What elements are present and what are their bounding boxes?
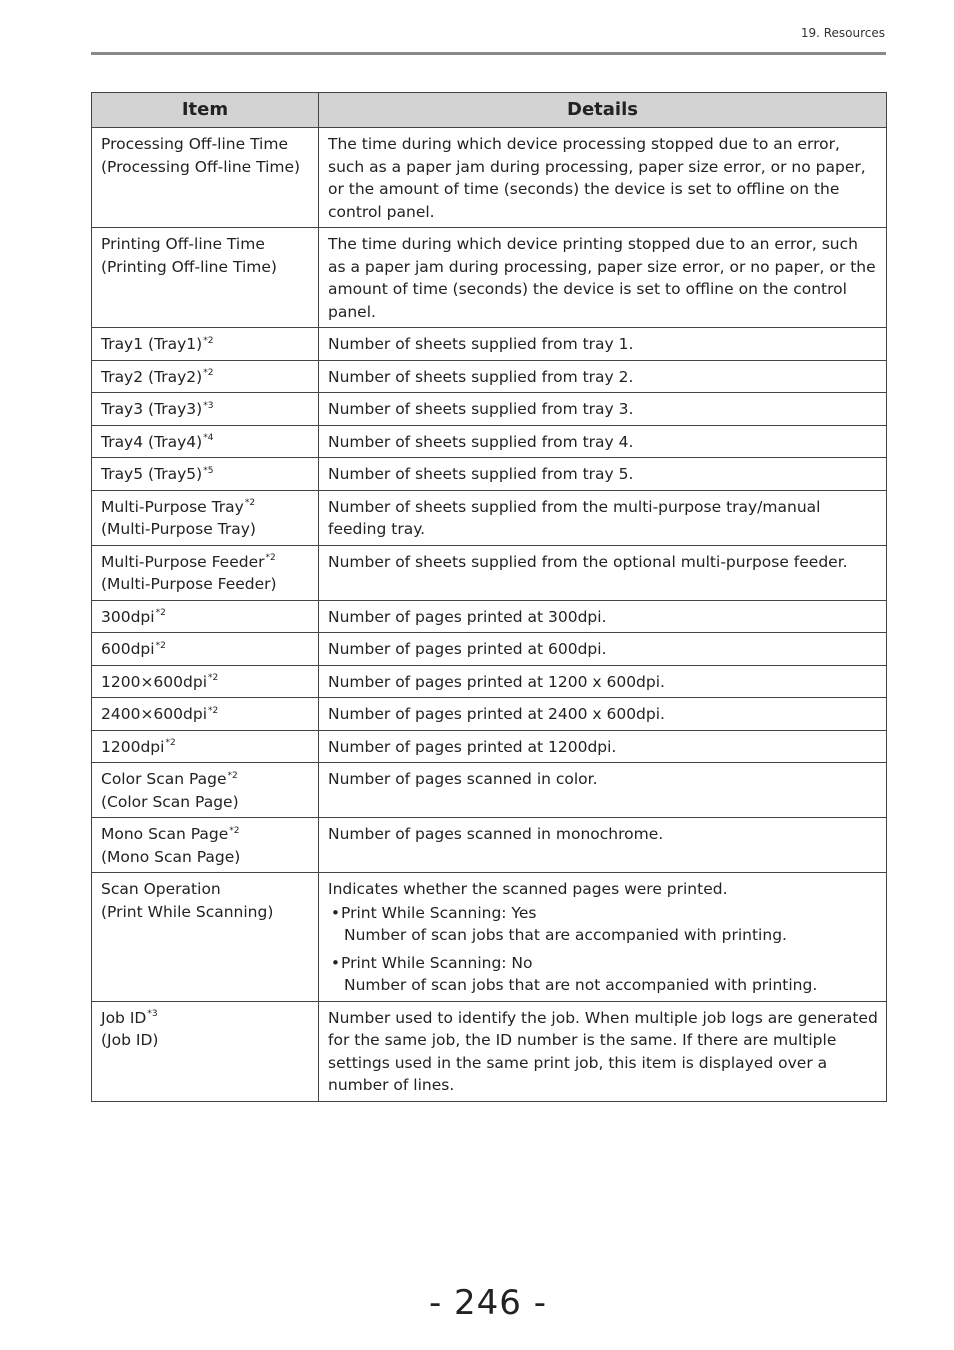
footnote-marker: *2 bbox=[244, 498, 256, 509]
bullet-description: Number of scan jobs that are accompanied with printing. bbox=[344, 926, 787, 944]
table-row bbox=[92, 360, 887, 393]
item-cell bbox=[92, 360, 319, 393]
item-cell bbox=[92, 873, 319, 1002]
footnote-marker: *2 bbox=[265, 553, 276, 564]
footnote-marker: *2 bbox=[203, 335, 214, 346]
details-cell: Number of sheets supplied from tray 3. bbox=[319, 393, 887, 426]
bullet-item bbox=[328, 952, 880, 975]
table-row bbox=[92, 698, 887, 731]
item-cell bbox=[92, 425, 319, 458]
bullet-dot-icon: • bbox=[330, 903, 341, 922]
item-label: Color Scan Page bbox=[101, 770, 227, 788]
table-row bbox=[92, 393, 887, 426]
item-cell bbox=[92, 1001, 319, 1101]
details-cell: The time during which device printing stopped due to an error, such as a paper jam during processing, paper size error, or no paper, or the amount of time (seconds) the device is set to offline on the control panel. bbox=[319, 228, 887, 328]
item-cell bbox=[92, 633, 319, 666]
item-sublabel: (Mono Scan Page) bbox=[101, 847, 241, 866]
item-label: 1200×600dpi bbox=[101, 672, 208, 691]
details-cell: Number of pages printed at 1200 x 600dpi. bbox=[319, 665, 887, 698]
item-cell bbox=[92, 665, 319, 698]
details-cell: Number of sheets supplied from the multi-purpose tray/manual feeding tray. bbox=[319, 490, 887, 545]
details-cell: The time during which device processing stopped due to an error, such as a paper jam during processing, paper size error, or no paper, or the amount of time (seconds) the device is set to offline on the control panel. bbox=[319, 128, 887, 228]
item-label: Mono Scan Page bbox=[101, 825, 229, 843]
footnote-marker: *2 bbox=[155, 608, 166, 619]
table-row bbox=[92, 545, 887, 600]
item-sublabel: (Job ID) bbox=[101, 1031, 159, 1049]
item-label: Tray3 (Tray3) bbox=[101, 400, 203, 418]
item-cell bbox=[92, 818, 319, 873]
table-header-row bbox=[92, 93, 887, 128]
resources-table bbox=[91, 92, 887, 1102]
footnote-marker: *3 bbox=[147, 1009, 158, 1020]
details-cell: Number of pages printed at 600dpi. bbox=[319, 633, 887, 666]
item-cell bbox=[92, 600, 319, 633]
footnote-marker: *4 bbox=[203, 433, 214, 444]
item-label: 1200dpi bbox=[101, 737, 165, 756]
item-label: Scan Operation bbox=[101, 880, 221, 898]
bullet-description: Number of scan jobs that are not accompanied with printing. bbox=[344, 976, 818, 994]
item-sublabel: (Multi-Purpose Feeder) bbox=[101, 575, 277, 593]
footnote-marker: *2 bbox=[227, 770, 238, 781]
item-label: Tray1 (Tray1) bbox=[101, 335, 203, 353]
section-header-label: 19. Resources bbox=[800, 26, 885, 40]
details-cell: Number of pages scanned in monochrome. bbox=[319, 818, 887, 873]
table-row bbox=[92, 633, 887, 666]
item-cell bbox=[92, 490, 319, 545]
bullet-label: Print While Scanning: Yes bbox=[341, 903, 537, 922]
details-cell: Number of sheets supplied from tray 4. bbox=[319, 425, 887, 458]
bullet-dot-icon: • bbox=[330, 953, 341, 972]
item-label: 600dpi bbox=[101, 640, 155, 658]
item-cell bbox=[92, 763, 319, 818]
item-label: Tray2 (Tray2) bbox=[101, 367, 203, 386]
item-label: Printing Off-line Time (Printing Off-line Time) bbox=[101, 235, 277, 276]
item-label: Job ID bbox=[101, 1008, 147, 1027]
table-row bbox=[92, 128, 887, 228]
table-row bbox=[92, 873, 887, 1002]
table-row bbox=[92, 763, 887, 818]
table-row bbox=[92, 228, 887, 328]
details-cell: Number used to identify the job. When multiple job logs are generated for the same job, the ID number is the same. If there are multiple settings used in the same print job, this item is displayed over a number of lines. bbox=[319, 1001, 887, 1101]
details-cell: Number of sheets supplied from tray 2. bbox=[319, 360, 887, 393]
item-cell bbox=[92, 730, 319, 763]
footnote-marker: *2 bbox=[208, 705, 219, 716]
table-row bbox=[92, 818, 887, 873]
details-cell: Number of sheets supplied from tray 1. bbox=[319, 328, 887, 361]
item-label: Multi-Purpose Tray bbox=[101, 497, 244, 516]
details-cell: Number of pages printed at 300dpi. bbox=[319, 600, 887, 633]
item-cell bbox=[92, 228, 319, 328]
item-cell bbox=[92, 458, 319, 491]
table-row bbox=[92, 730, 887, 763]
item-cell bbox=[92, 393, 319, 426]
table-row bbox=[92, 1001, 887, 1101]
header-divider bbox=[91, 52, 886, 55]
details-cell: Number of sheets supplied from the optional multi-purpose feeder. bbox=[319, 545, 887, 600]
table-row bbox=[92, 665, 887, 698]
footnote-marker: *2 bbox=[203, 368, 214, 379]
item-cell bbox=[92, 698, 319, 731]
details-cell: Number of pages scanned in color. bbox=[319, 763, 887, 818]
footnote-marker: *2 bbox=[155, 640, 166, 651]
item-label: 300dpi bbox=[101, 607, 155, 626]
column-header-item: Item bbox=[92, 93, 319, 128]
details-cell bbox=[319, 873, 887, 1002]
footnote-marker: *5 bbox=[203, 465, 214, 476]
item-cell bbox=[92, 128, 319, 228]
item-label: Processing Off-line Time (Processing Off-line Time) bbox=[101, 135, 301, 176]
details-cell: Number of pages printed at 2400 x 600dpi. bbox=[319, 698, 887, 731]
column-header-details: Details bbox=[319, 93, 887, 128]
footnote-marker: *2 bbox=[208, 673, 219, 684]
bullet-label: Print While Scanning: No bbox=[341, 953, 533, 972]
bullet-item bbox=[328, 902, 880, 925]
item-label: 2400×600dpi bbox=[101, 705, 208, 723]
table-row bbox=[92, 490, 887, 545]
item-cell bbox=[92, 328, 319, 361]
item-sublabel: (Print While Scanning) bbox=[101, 902, 274, 921]
table-row bbox=[92, 425, 887, 458]
item-label: Tray5 (Tray5) bbox=[101, 465, 203, 483]
footnote-marker: *3 bbox=[203, 400, 214, 411]
item-label: Multi-Purpose Feeder bbox=[101, 552, 265, 571]
footnote-marker: *2 bbox=[229, 825, 240, 836]
item-cell bbox=[92, 545, 319, 600]
footnote-marker: *2 bbox=[165, 738, 176, 749]
details-intro: Indicates whether the scanned pages were printed. bbox=[328, 880, 728, 898]
details-cell: Number of pages printed at 1200dpi. bbox=[319, 730, 887, 763]
table-row bbox=[92, 328, 887, 361]
table-row bbox=[92, 458, 887, 491]
item-sublabel: (Color Scan Page) bbox=[101, 792, 239, 811]
details-cell: Number of sheets supplied from tray 5. bbox=[319, 458, 887, 491]
item-label: Tray4 (Tray4) bbox=[101, 432, 203, 451]
table-row bbox=[92, 600, 887, 633]
item-sublabel: (Multi-Purpose Tray) bbox=[101, 520, 256, 538]
page-number: - 246 - bbox=[428, 1283, 548, 1323]
